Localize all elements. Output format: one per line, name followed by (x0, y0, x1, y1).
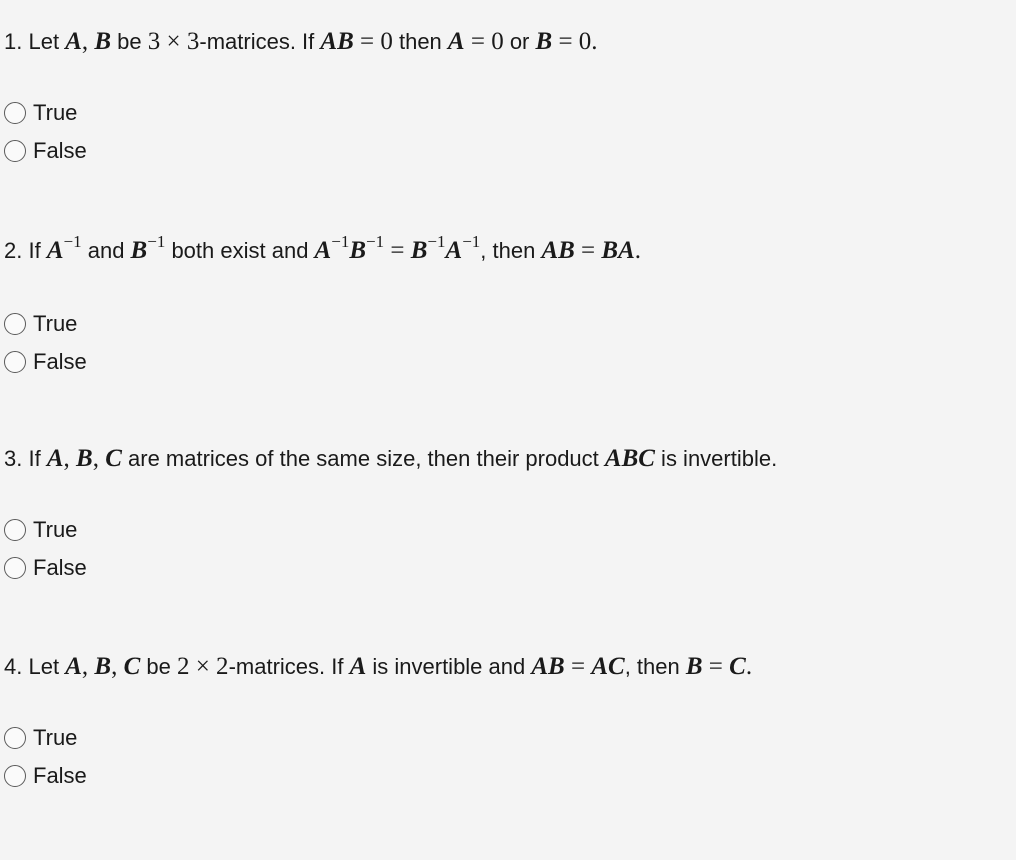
math-superscript: −1 (462, 232, 481, 251)
math-var: C (105, 445, 122, 472)
question-4 (4, 653, 1004, 795)
radio-button[interactable] (4, 351, 26, 373)
text-segment: or (503, 29, 536, 54)
question-3-options (4, 511, 1004, 587)
text-segment: , then (624, 654, 686, 679)
math-punct: . (745, 653, 753, 680)
math-punct: , (81, 653, 95, 680)
radio-button[interactable] (4, 765, 26, 787)
math-punct: , (81, 28, 95, 55)
math-var: B (349, 237, 367, 264)
text-segment: and (81, 238, 131, 263)
question-number: 1. (4, 29, 23, 54)
question-4-options (4, 719, 1004, 795)
radio-button[interactable] (4, 727, 26, 749)
math-var: A (447, 28, 465, 55)
math-punct: , (111, 653, 124, 680)
text-segment: is invertible. (654, 446, 778, 471)
question-number: 3. (4, 446, 23, 471)
math-op: = (702, 653, 730, 680)
option-true[interactable] (4, 719, 1004, 757)
text-segment: -matrices. If (228, 654, 350, 679)
radio-button[interactable] (4, 557, 26, 579)
math-superscript: −1 (331, 232, 350, 251)
math-punct: , (63, 445, 77, 472)
text-segment: are matrices of the same size, then their product (121, 446, 605, 471)
math-var: AB (320, 28, 354, 55)
text-segment: be (140, 654, 177, 679)
option-true[interactable] (4, 305, 1004, 343)
option-label: True (33, 311, 78, 336)
math-punct: , (92, 445, 106, 472)
math-var: AC (591, 653, 625, 680)
text-segment: , then (480, 238, 542, 263)
math-var: B (130, 237, 148, 264)
math-expr: 0 (380, 28, 393, 55)
question-1-text (4, 28, 1004, 56)
question-number: 4. (4, 654, 23, 679)
question-3-text (4, 445, 1004, 473)
question-2-options (4, 305, 1004, 381)
radio-button[interactable] (4, 102, 26, 124)
math-var: B (685, 653, 703, 680)
math-op: = (464, 28, 492, 55)
option-true[interactable] (4, 511, 1004, 549)
math-punct: . (634, 237, 642, 264)
math-superscript: −1 (63, 232, 82, 251)
text-segment: then (392, 29, 448, 54)
question-2-text (4, 232, 1004, 267)
option-false[interactable] (4, 549, 1004, 587)
math-var: C (729, 653, 746, 680)
math-expr: 0 (578, 28, 592, 55)
option-label: True (33, 725, 78, 750)
math-var: B (94, 28, 112, 55)
text-segment: be (111, 29, 148, 54)
math-superscript: −1 (427, 232, 446, 251)
radio-button[interactable] (4, 140, 26, 162)
math-expr: 0 (491, 28, 504, 55)
math-var: A (445, 237, 463, 264)
option-label: True (33, 517, 78, 542)
math-var: AB (541, 237, 575, 264)
math-var: B (410, 237, 428, 264)
math-var: ABC (604, 445, 655, 472)
question-2 (4, 232, 1004, 381)
math-punct: . (591, 28, 598, 55)
radio-button[interactable] (4, 519, 26, 541)
option-false[interactable] (4, 132, 1004, 170)
question-1 (4, 28, 1004, 170)
question-4-text (4, 653, 1004, 681)
text-segment: Let (28, 29, 66, 54)
math-superscript: −1 (366, 232, 385, 251)
math-var: B (535, 28, 553, 55)
option-false[interactable] (4, 757, 1004, 795)
question-1-options (4, 94, 1004, 170)
math-superscript: −1 (147, 232, 166, 251)
question-number: 2. (4, 238, 23, 263)
text-segment: If (28, 446, 47, 471)
text-segment: both exist and (165, 238, 315, 263)
option-true[interactable] (4, 94, 1004, 132)
option-label: False (33, 138, 87, 163)
math-var: A (46, 237, 64, 264)
math-var: BA (601, 237, 635, 264)
math-var: A (314, 237, 332, 264)
math-op: = (353, 28, 381, 55)
question-3 (4, 445, 1004, 587)
text-segment: Let (28, 654, 66, 679)
text-segment: -matrices. If (199, 29, 321, 54)
math-op: = (552, 28, 579, 55)
option-false[interactable] (4, 343, 1004, 381)
math-var: A (349, 653, 367, 680)
text-segment: If (28, 238, 47, 263)
option-label: False (33, 555, 87, 580)
math-op: = (574, 237, 602, 264)
math-var: B (94, 653, 112, 680)
math-var: AB (531, 653, 565, 680)
option-label: False (33, 763, 87, 788)
math-op: = (564, 653, 592, 680)
math-var: A (65, 28, 82, 55)
math-op: = (384, 237, 411, 264)
radio-button[interactable] (4, 313, 26, 335)
option-label: True (33, 100, 78, 125)
option-label: False (33, 349, 87, 374)
math-expr: 3 × 3 (147, 28, 200, 55)
math-expr: 2 × 2 (176, 653, 229, 680)
text-segment: is invertible and (366, 654, 532, 679)
math-var: B (76, 445, 93, 472)
math-var: C (123, 653, 141, 680)
math-var: A (46, 445, 64, 472)
math-var: A (65, 653, 82, 680)
